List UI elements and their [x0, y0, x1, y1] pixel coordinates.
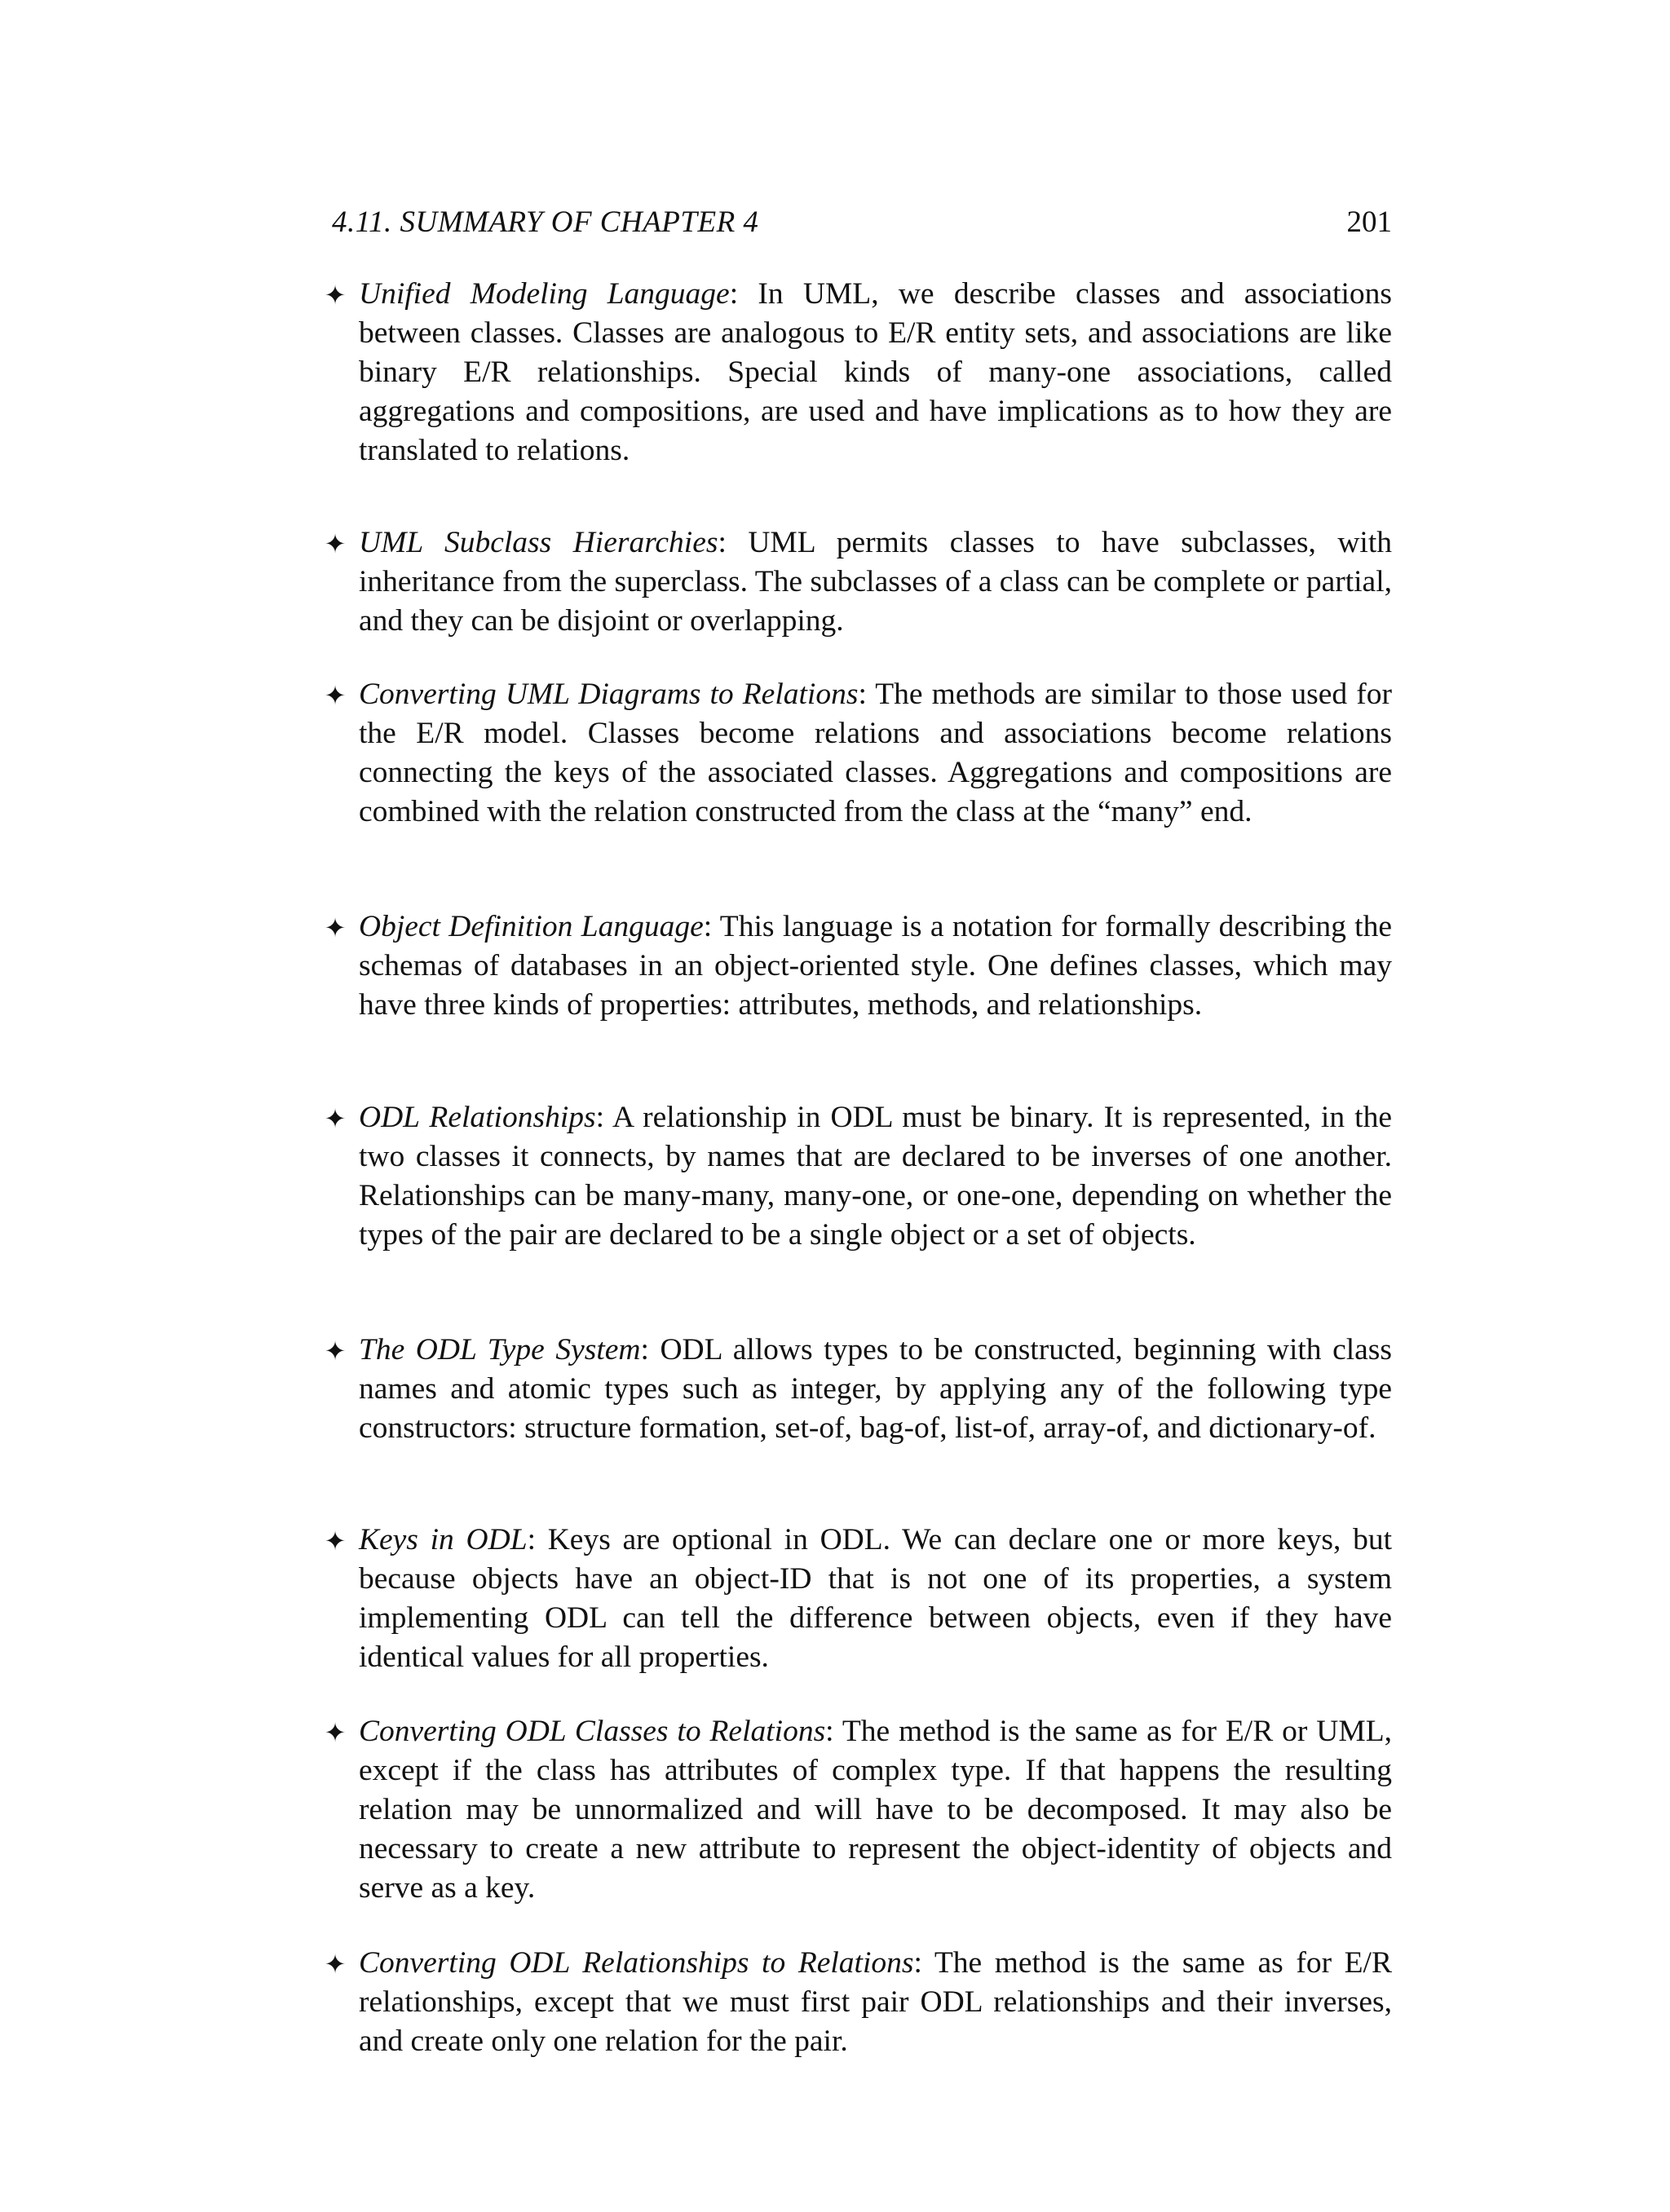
summary-item-body [359, 907, 1392, 1025]
summary-item-text: : The method is the same as for E/R or UML, except if the class has attributes of complex type. If that happens the resulting relation may be unnormalized and will have to be decomposed. It may also be necessary to create a new attribute to represent the object-identity of objects and serve as a key. [359, 1715, 1392, 1905]
summary-item-term: ODL Relationships [359, 1101, 596, 1134]
summary-item-term: Unified Modeling Language [359, 277, 730, 311]
summary-item-term: Converting ODL Classes to Relations [359, 1715, 826, 1748]
summary-item-object-definition-language [324, 907, 1392, 1025]
four-point-star-icon: ✦ [324, 1103, 347, 1134]
four-point-star-icon: ✦ [324, 280, 347, 311]
four-point-star-icon: ✦ [324, 1949, 347, 1980]
summary-item-text: : A relationship in ODL must be binary. It is represented, in the two classes it connects, by names that are declared to be inverses of one another. Relationships can be many-many, many-one, or one-one, depending on whether the types of the pair are declared to be a single object or a set of objects. [359, 1101, 1392, 1252]
summary-item-body [359, 523, 1392, 641]
summary-item-odl-relationships [324, 1098, 1392, 1255]
summary-item-body [359, 1098, 1392, 1255]
summary-item-text: : UML permits classes to have subclasses, with inheritance from the superclass. The subclasses of a class can be complete or partial, and they can be disjoint or overlapping. [359, 526, 1392, 638]
summary-item-body [359, 1331, 1392, 1448]
summary-item-converting-odl-classes [324, 1712, 1392, 1908]
summary-item-body [359, 275, 1392, 470]
page-number: 201 [1346, 205, 1392, 239]
summary-item-body [359, 1944, 1392, 2061]
four-point-star-icon: ✦ [324, 1717, 347, 1748]
four-point-star-icon: ✦ [324, 1525, 347, 1556]
summary-item-text: : Keys are optional in ODL. We can declare one or more keys, but because objects have an object-ID that is not one of its properties, a system implementing ODL can tell the difference between objects, even if they have identical values for all properties. [359, 1523, 1392, 1674]
summary-item-text: : In UML, we describe classes and associations between classes. Classes are analogous to E/R entity sets, and associations are like binary E/R relationships. Special kinds of many-one associations, called aggregations and compositions, are used and have implications as to how they are translated to relations. [359, 277, 1392, 467]
four-point-star-icon: ✦ [324, 912, 347, 943]
section-title: 4.11. SUMMARY OF CHAPTER 4 [332, 205, 759, 239]
four-point-star-icon: ✦ [324, 680, 347, 711]
summary-item-body [359, 1712, 1392, 1908]
summary-item-term: Converting UML Diagrams to Relations [359, 678, 859, 711]
summary-item-term: Object Definition Language [359, 910, 704, 943]
summary-item-text: : The method is the same as for E/R relationships, except that we must first pair ODL relationships and their inverses, and create only one relation for the pair. [359, 1946, 1392, 2058]
summary-item-uml-subclass-hierarchies [324, 523, 1392, 641]
summary-item-term: The ODL Type System [359, 1333, 641, 1366]
summary-item-body [359, 675, 1392, 832]
summary-item-converting-uml-diagrams [324, 675, 1392, 832]
summary-item-term: UML Subclass Hierarchies [359, 526, 718, 559]
four-point-star-icon: ✦ [324, 1336, 347, 1366]
summary-item-keys-in-odl [324, 1521, 1392, 1677]
summary-item-odl-type-system [324, 1331, 1392, 1448]
summary-item-term: Keys in ODL [359, 1523, 528, 1556]
summary-item-term: Converting ODL Relationships to Relations [359, 1946, 914, 1980]
summary-item-unified-modeling-language [324, 275, 1392, 470]
summary-item-body [359, 1521, 1392, 1677]
running-head [332, 202, 1392, 243]
summary-item-converting-odl-relationships [324, 1944, 1392, 2061]
summary-item-text: : The methods are similar to those used for the E/R model. Classes become relations and associations become relations connecting the keys of the associated classes. Aggregations and compositions are combined with the relation constructed from the class at the “many” end. [359, 678, 1392, 828]
summary-item-text: : This language is a notation for formally describing the schemas of databases in an object-oriented style. One defines classes, which may have three kinds of properties: attributes, methods, and relationships. [359, 910, 1392, 1022]
four-point-star-icon: ✦ [324, 528, 347, 559]
summary-item-text: : ODL allows types to be constructed, beginning with class names and atomic types such as integer, by applying any of the following type constructors: structure formation, set-of, bag-of, list-of, array-of, and dictionary-of. [359, 1333, 1392, 1445]
